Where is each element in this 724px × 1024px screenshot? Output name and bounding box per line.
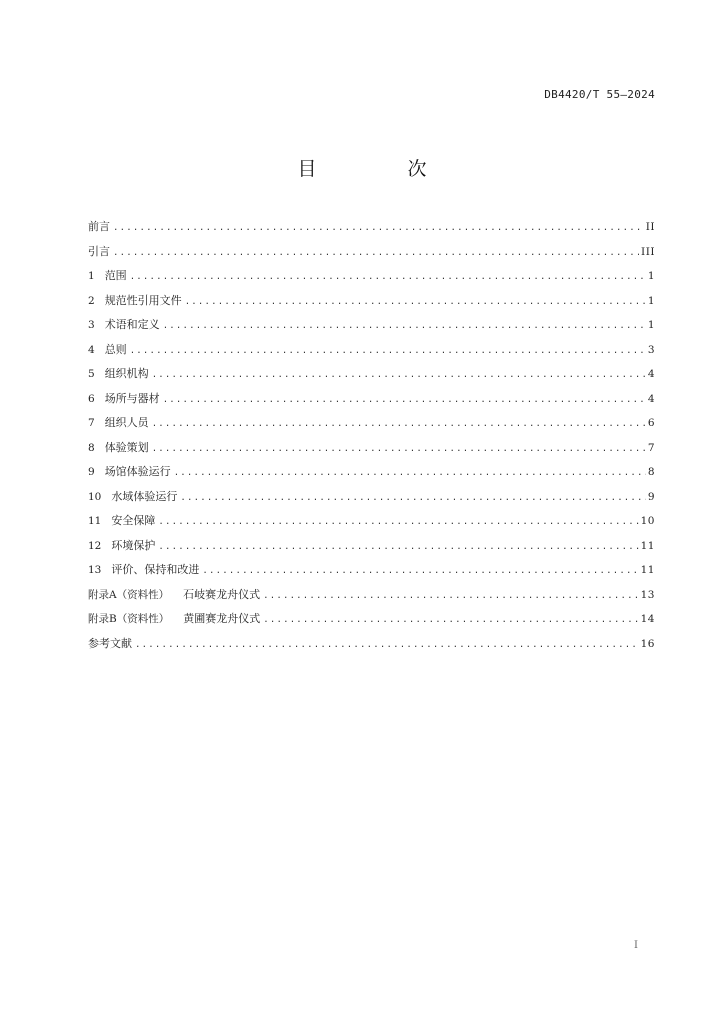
toc-dot-leader — [152, 416, 646, 432]
toc-entry-label: 场所与器材 — [104, 391, 160, 405]
toc-entry-page: 7 — [647, 441, 655, 454]
toc-entry-label: 黄圃赛龙舟仪式 — [183, 612, 261, 625]
toc-entry[interactable] — [88, 464, 655, 489]
toc-entry-page: 1 — [647, 319, 655, 331]
toc-entry-label: 组织人员 — [104, 416, 149, 429]
toc-entry-number: 2 — [88, 294, 95, 307]
toc-entry-number: 1 — [88, 270, 95, 282]
toc-entry-number: 3 — [88, 319, 95, 331]
toc-entry-label: 组织机构 — [104, 367, 149, 380]
toc-entry-page: 14 — [640, 613, 655, 625]
toc-entry-page: 10 — [640, 515, 655, 527]
toc-entry-label: 安全保障 — [111, 514, 156, 527]
toc-entry[interactable] — [88, 268, 655, 293]
toc-entry-label: 前言 — [88, 220, 110, 233]
toc-entry-number: 8 — [88, 441, 95, 454]
toc-dot-leader — [113, 220, 644, 236]
toc-entry-page: 11 — [640, 564, 655, 576]
toc-entry-page: 6 — [647, 417, 655, 429]
standard-code: DB4420/T 55—2024 — [544, 88, 655, 101]
toc-entry-page: 3 — [647, 343, 655, 356]
toc-entry-number: 4 — [88, 343, 95, 356]
toc-entry[interactable] — [88, 440, 655, 465]
toc-entry-page: 8 — [647, 466, 655, 478]
page-title: 目 次 — [297, 158, 463, 180]
toc-entry-number: 12 — [88, 539, 102, 552]
toc-entry-number: 11 — [88, 515, 102, 527]
toc-dot-leader — [163, 318, 646, 334]
toc-dot-leader — [263, 612, 638, 628]
toc-entry-label: 规范性引用文件 — [104, 293, 182, 307]
toc-entry-page: 11 — [640, 539, 655, 552]
toc-dot-leader — [180, 490, 645, 506]
toc-dot-leader — [202, 563, 638, 579]
toc-entry-page: 9 — [647, 490, 655, 503]
toc-dot-leader — [158, 514, 638, 530]
toc-entry[interactable] — [88, 366, 655, 391]
toc-entry-number: 10 — [88, 490, 102, 503]
toc-entry-number: 7 — [88, 417, 95, 429]
toc-entry[interactable] — [88, 513, 655, 538]
toc-entry-label: 水域体验运行 — [111, 489, 178, 503]
toc-entry-label: 术语和定义 — [104, 318, 160, 331]
toc-dot-leader — [163, 392, 646, 408]
toc-entry[interactable] — [88, 611, 655, 636]
toc-entry[interactable] — [88, 219, 655, 244]
toc-entry-label: 石岐赛龙舟仪式 — [183, 587, 261, 601]
toc-entry-page: 1 — [647, 270, 655, 282]
toc-entry-label: 参考文献 — [88, 636, 132, 650]
toc-dot-leader — [152, 441, 646, 457]
table-of-contents — [88, 219, 655, 660]
toc-entry[interactable] — [88, 391, 655, 416]
toc-entry-page: 1 — [647, 294, 655, 307]
toc-dot-leader — [263, 588, 639, 604]
toc-entry[interactable] — [88, 562, 655, 587]
toc-dot-leader — [135, 637, 639, 653]
toc-entry-label: 范围 — [104, 269, 127, 282]
toc-dot-leader — [158, 539, 638, 555]
toc-dot-leader — [185, 294, 646, 310]
toc-dot-leader — [130, 269, 646, 285]
toc-entry-page: II — [645, 221, 655, 233]
toc-entry-number: 13 — [88, 564, 102, 576]
toc-entry[interactable] — [88, 293, 655, 318]
toc-dot-leader — [113, 245, 639, 261]
toc-entry-label: 环境保护 — [111, 538, 156, 552]
toc-entry-label: 评价、保持和改进 — [111, 563, 200, 576]
toc-dot-leader — [174, 465, 646, 481]
toc-entry-label: 场馆体验运行 — [104, 465, 171, 478]
toc-entry[interactable] — [88, 636, 655, 661]
toc-entry-page: 13 — [640, 588, 655, 601]
toc-entry[interactable] — [88, 489, 655, 514]
toc-entry-number: 6 — [88, 392, 95, 405]
toc-dot-leader — [152, 367, 646, 383]
toc-entry-number: 附录A（资料性） — [88, 588, 170, 601]
toc-entry-page: 4 — [647, 368, 655, 380]
toc-entry[interactable] — [88, 538, 655, 563]
page-number: I — [634, 940, 638, 951]
toc-entry[interactable] — [88, 317, 655, 342]
toc-dot-leader — [130, 343, 646, 359]
toc-entry[interactable] — [88, 415, 655, 440]
toc-entry-label: 总则 — [104, 342, 127, 356]
toc-entry-number: 9 — [88, 466, 95, 478]
toc-entry[interactable] — [88, 244, 655, 269]
toc-entry-number: 5 — [88, 368, 95, 380]
toc-entry-page: III — [641, 245, 655, 258]
toc-entry[interactable] — [88, 587, 655, 612]
toc-entry-page: 4 — [647, 392, 655, 405]
toc-entry-label: 引言 — [88, 244, 110, 258]
toc-entry[interactable] — [88, 342, 655, 367]
toc-entry-page: 16 — [640, 637, 655, 650]
toc-entry-label: 体验策划 — [104, 440, 149, 454]
toc-entry-number: 附录B（资料性） — [88, 613, 170, 625]
